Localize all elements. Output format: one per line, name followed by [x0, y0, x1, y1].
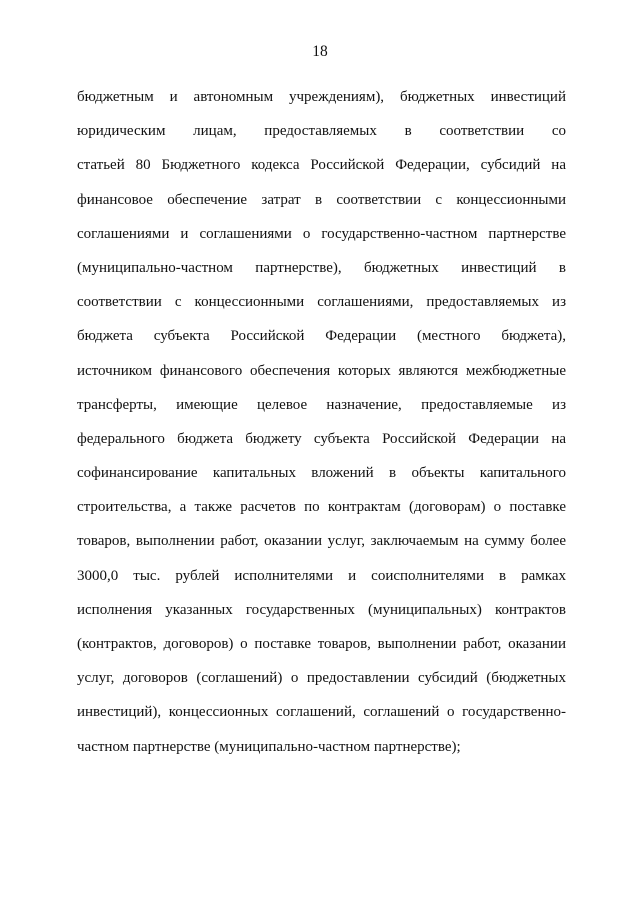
page-number: 18: [312, 43, 328, 60]
text-line: трансферты, имеющие целевое назначение, предоставляемые из: [77, 396, 566, 413]
text-line: инвестиций), концессионных соглашений, соглашений о государственно-: [77, 704, 566, 721]
text-line: источником финансового обеспечения которых являются межбюджетные: [77, 362, 566, 379]
text-line: бюджетным и автономным учреждениям), бюджетных инвестиций: [77, 89, 566, 105]
text-line: бюджета субъекта Российской Федерации (местного бюджета),: [77, 328, 566, 345]
text-line: федерального бюджета бюджету субъекта Российской Федерации на: [77, 430, 566, 447]
text-line: финансовое обеспечение затрат в соответствии с концессионными: [77, 191, 566, 208]
text-line: соглашениями и соглашениями о государственно-частном партнерстве: [77, 225, 566, 242]
text-line: статьей 80 Бюджетного кодекса Российской Федерации, субсидий на: [77, 157, 566, 174]
text-line: строительства, а также расчетов по контрактам (договорам) о поставке: [77, 499, 566, 516]
body-paragraph: [77, 80, 566, 764]
text-line: (контрактов, договоров) о поставке товаров, выполнении работ, оказании: [77, 636, 566, 652]
text-line: товаров, выполнении работ, оказании услуг, заключаемым на сумму более: [77, 533, 566, 550]
text-line: соответствии с концессионными соглашениями, предоставляемых из: [77, 294, 566, 311]
text-line: частном партнерстве (муниципально-частном партнерстве);: [77, 738, 461, 755]
text-line: юридическим лицам, предоставляемых в соответствии со: [77, 123, 566, 140]
text-line: 3000,0 тыс. рублей исполнителями и соисполнителями в рамках: [77, 567, 566, 584]
text-line: услуг, договоров (соглашений) о предоставлении субсидий (бюджетных: [77, 670, 566, 687]
text-line: софинансирование капитальных вложений в объекты капитального: [77, 465, 566, 482]
text-line: (муниципально-частном партнерстве), бюджетных инвестиций в: [77, 259, 566, 276]
text-line: исполнения указанных государственных (муниципальных) контрактов: [77, 601, 566, 618]
